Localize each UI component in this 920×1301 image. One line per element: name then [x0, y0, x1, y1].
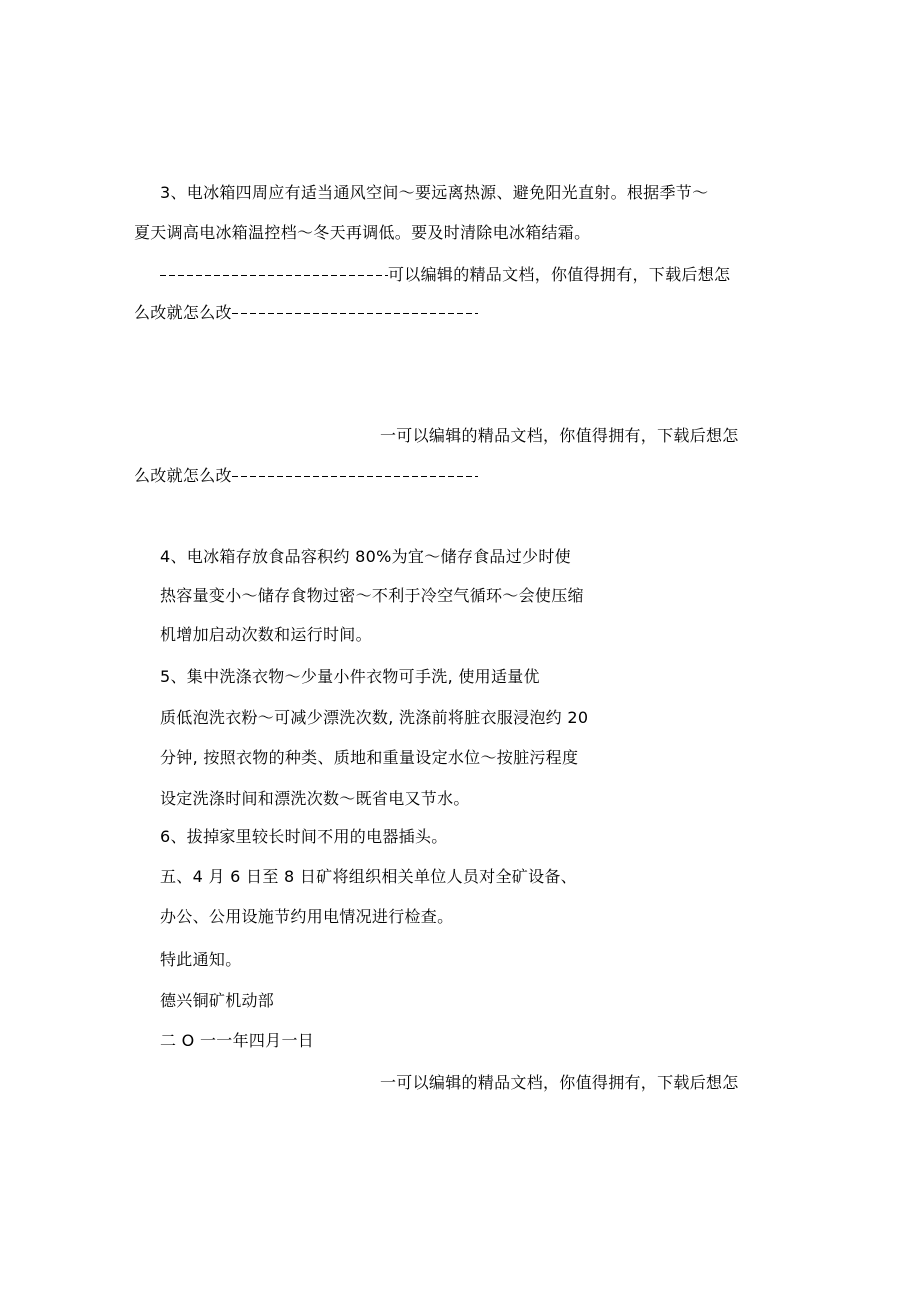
body-line-2: 热容量变小～储存食物过密～不利于冷空气循环～会使压缩 — [160, 586, 584, 605]
footer-2-line-2 — [134, 465, 478, 487]
footer-1-text-1: 可以编辑的精品文档，你值得拥有，下载后想怎 — [388, 265, 731, 284]
body-line-8: 6、拔掉家里较长时间不用的电器插头。 — [160, 827, 448, 846]
footer-1-dashes-right — [232, 313, 478, 314]
body-line-3: 机增加启动次数和运行时间。 — [160, 625, 372, 644]
body-line-6: 分钟, 按照衣物的种类、质地和重量设定水位～按脏污程度 — [160, 748, 579, 767]
footer-1-text-2: 么改就怎么改 — [134, 303, 232, 322]
para-3-line-2: 夏天调高电冰箱温控档～冬天再调低。要及时清除电冰箱结霜。 — [134, 223, 591, 242]
body-line-7: 设定洗涤时间和漂洗次数～既省电又节水。 — [160, 789, 470, 808]
body-line-12: 德兴铜矿机动部 — [160, 991, 275, 1010]
footer-1-line-2 — [134, 302, 478, 324]
footer-3-line-1: 一可以编辑的精品文档，你值得拥有，下载后想怎 — [380, 1073, 739, 1092]
body-line-4: 5、集中洗涤衣物～少量小件衣物可手洗, 使用适量优 — [160, 667, 540, 686]
body-line-9: 五、4 月 6 日至 8 日矿将组织相关单位人员对全矿设备、 — [160, 867, 577, 886]
footer-2-line-1: 一可以编辑的精品文档，你值得拥有，下载后想怎 — [380, 426, 739, 445]
body-line-10: 办公、公用设施节约用电情况进行检查。 — [160, 907, 454, 926]
footer-2-text-2: 么改就怎么改 — [134, 466, 232, 485]
para-3-line-1: 3、电冰箱四周应有适当通风空间～要远离热源、避免阳光直射。根据季节～ — [160, 183, 709, 202]
body-line-11: 特此通知。 — [160, 950, 242, 969]
footer-1-dashes-left — [160, 275, 388, 276]
body-line-5: 质低泡洗衣粉～可减少漂洗次数, 洗涤前将脏衣服浸泡约 20 — [160, 708, 589, 727]
footer-2-dashes-right — [232, 476, 478, 477]
body-line-1: 4、电冰箱存放食品容积约 80%为宜～储存食品过少时使 — [160, 547, 571, 566]
footer-1-line-1 — [160, 264, 730, 286]
body-line-13: 二 O 一一年四月一日 — [160, 1031, 315, 1050]
